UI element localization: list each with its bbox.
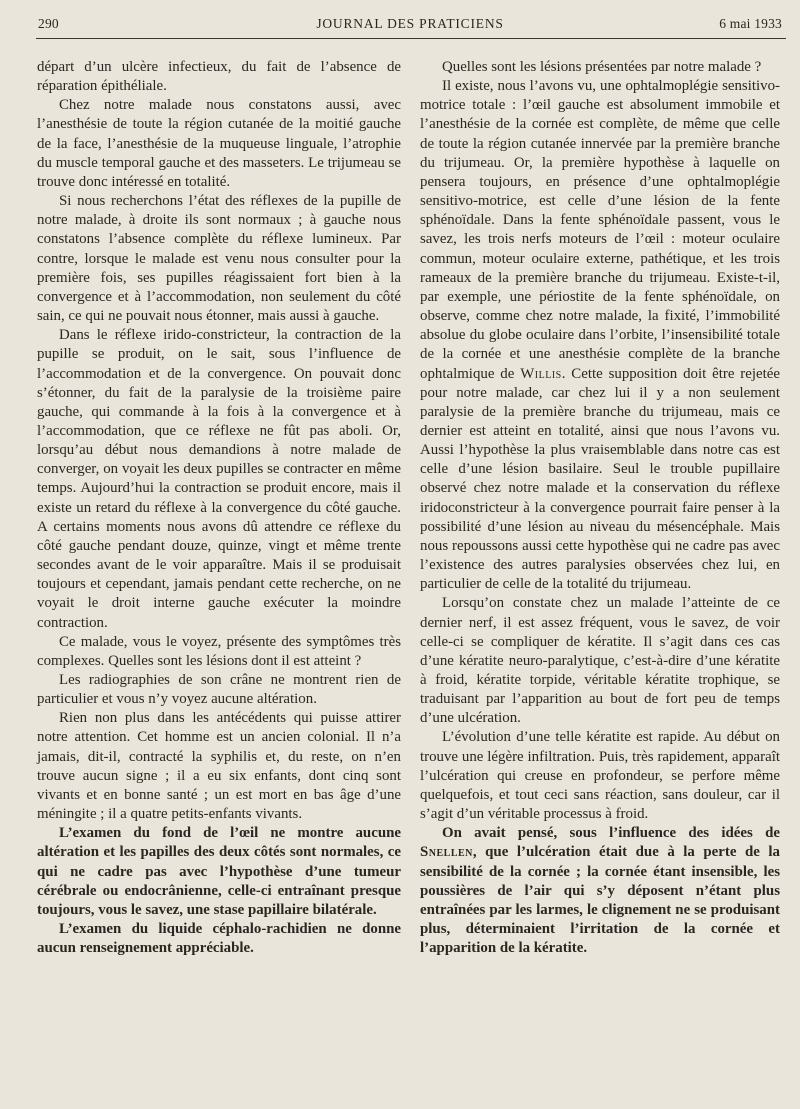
paragraph [420, 77, 780, 594]
paragraph: Rien non plus dans les antécédents qui puisse attirer notre attention. Cet homme est un ancien colonial. Il n’a jamais, dit-il, contracté la syphilis et, du reste, on n’en trouve aucun signe ; il a eu six enfants, dont cinq sont vivants et en bonne santé ; un est mort en bas âge d’une méningite ; il a quatre petits-enfants vivants. [37, 710, 401, 823]
paragraph-text: . Cette supposition doit être rejetée pour notre malade, car chez lui il y a non seulement paralysie de la première branche du trijumeau, mais ce dernier est atteint en totalité, ainsi que nous l’avons vu. Aussi l’hypothèse la plus vraisemblable dans notre cas est celle d’une lésion basilaire. Seul le trouble pupillaire observé chez notre malade et la conservation du réflexe iridoconstricteur à la convergence pourrait faire penser à la possibilité d’une lésion au niveau du mésencéphale. Mais nous repoussons aussi cette hypothèse qui ne cadre pas avec l’existence des autres paralysies observées chez lui, en particulier de celle de la totalité du trijumeau. [420, 365, 780, 593]
paragraph-text: Il existe, nous l’avons vu, une ophtalmoplégie sensitivo-motrice totale : l’œil gauche est absolument immobile et l’anesthésie de la cornée est complète, de même que celle de toute la région cutanée innervée par la première branche du trijumeau. Or, la première hypothèse à laquelle on pensera toujours, en présence d’une ophtalmoplégie sensitivo-motrice, est celle d’une lésion de la fente sphénoïdale. Dans la fente sphénoïdale passent, vous le savez, les trois nerfs moteurs de l’œil : moteur oculaire commun, moteur oculaire externe, pathétique, et les trois rameaux de la première branche du trijumeau. Existe-t-il, par exemple, une périostite de la fente sphénoïdale, on observe, comme chez notre malade, la fixité, l’immobilité absolue du globe oculaire dans l’orbite, l’insensibilité totale de la cornée et une anesthésie complète de la branche ophtalmique de [420, 78, 780, 382]
left-column [37, 58, 401, 958]
paragraph [420, 824, 780, 958]
journal-title: JOURNAL DES PRATICIENS [316, 16, 504, 31]
paragraph: Ce malade, vous le voyez, présente des symptômes très complexes. Quelles sont les lésions dont il est atteint ? [37, 633, 401, 669]
page-number: 290 [38, 16, 59, 31]
paragraph: L’évolution d’une telle kératite est rapide. Au début on trouve une légère infiltration. Puis, très rapidement, apparaît l’ulcération qui creuse en profondeur, se perfore même quelquefois, et tout ceci sans réaction, sans douleur, car il s’agit d’un véritable processus à froid. [420, 729, 780, 823]
paragraph: Les radiographies de son crâne ne montrent rien de particulier et vous n’y voyez aucune altération. [37, 672, 401, 708]
author-name-snellen: Snellen [420, 844, 473, 861]
paragraph: L’examen du liquide céphalo-rachidien ne donne aucun renseignement appréciable. [37, 921, 401, 957]
paragraph-text: On avait pensé, sous l’influence des idées de [442, 825, 780, 842]
header-rule [36, 38, 786, 39]
paragraph-text: , que l’ulcération était due à la perte de la sensibilité de la cornée ; la cornée étant insensible, les poussières de l’air qui s’y déposent n’étant plus entraînées par les larmes, le clignement ne se produisant plus, déterminaient l’irritation de la cornée et l’apparition de la kératite. [420, 844, 780, 957]
author-name-willis: Willis [520, 365, 562, 382]
right-column [420, 58, 780, 958]
running-header [38, 14, 782, 36]
issue-date: 6 mai 1933 [719, 16, 782, 31]
paragraph: départ d’un ulcère infectieux, du fait de l’absence de réparation épithéliale. [37, 59, 401, 95]
paragraph: Dans le réflexe irido-constricteur, la contraction de la pupille se produit, on le sait, sous l’influence de l’accommodation et de la convergence. On pouvait donc s’étonner, du fait de la paralysie de la troisième paire gauche, qui commande à la fois à la convergence et à l’accommodation, que ce réflexe ne fût pas aboli. Or, lorsqu’au début nous demandions à notre malade de converger, on voyait les deux pupilles se contracter en même temps. Aujourd’hui la contraction se produit encore, mais il existe un retard du réflexe à la convergence du côté gauche. A certains moments nous avons dû attendre ce réflexe du côté gauche pendant douze, quinze, vingt et même trente secondes avant de le voir apparaître. Mais il se produisait toujours et cependant, jamais pendant cette recherche, on ne voyait le droit interne gauche exécuter la moindre contraction. [37, 327, 401, 631]
paragraph: L’examen du fond de l’œil ne montre aucune altération et les papilles des deux côtés sont normales, ce qui ne cadre pas avec l’hypothèse d’une tumeur cérébrale ou endocrânienne, celle-ci entraînant presque toujours, vous le savez, une stase papillaire bilatérale. [37, 825, 401, 918]
paragraph: Lorsqu’on constate chez un malade l’atteinte de ce dernier nerf, il est assez fréquent, vous le savez, de voir celle-ci se compliquer de kératite. Il s’agit dans ces cas d’une kératite neuro-paralytique, c’est-à-dire d’une kératite à froid, kératite torpide, véritable kératite trophique, se traduisant par l’apparition au bout de fort peu de temps d’une ulcération. [420, 595, 780, 727]
paragraph: Quelles sont les lésions présentées par notre malade ? [442, 59, 762, 75]
paragraph: Chez notre malade nous constatons aussi, avec l’anesthésie de toute la région cutanée de la moitié gauche de la face, l’anesthésie de la muqueuse linguale, l’atrophie du muscle temporal gauche et des masseters. Le trijumeau se trouve donc intéressé en totalité. [37, 97, 401, 190]
paragraph: Si nous recherchons l’état des réflexes de la pupille de notre malade, à droite ils sont normaux ; à gauche nous constatons l’absence complète du réflexe lumineux. Par contre, lorsque le malade est venu nous consulter pour la première fois, ses pupilles réagissaient fort bien à la convergence et à l’accommodation, non seulement du côté sain, ce qui ne pouvait nous étonner, mais aussi à gauche. [37, 193, 401, 325]
